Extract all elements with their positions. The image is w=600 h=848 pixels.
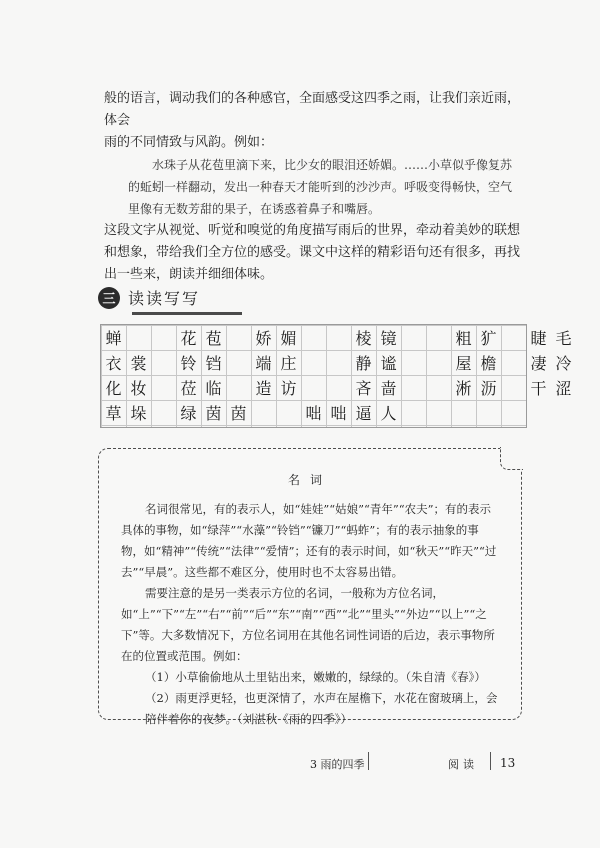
note-paragraph-2: 需要注意的是另一类表示方位的名词，一般称为方位名词，如“上”“下”“左”“右”“前”“后”“东”“南”“西”“北”“里头”“外边”“以上”“之下”等。大多数情况下，方位名词用在其他名词性词语的后边，表示事物所在的位置或范围。例如： (121, 586, 495, 663)
footer-divider (368, 752, 369, 770)
grid-char: 端 (255, 354, 272, 373)
grid-char: 茵 (230, 404, 247, 423)
grid-char: 粗 (455, 329, 472, 348)
intro-explanation: 这段文字从视觉、听觉和嗅觉的角度描写雨后的世界，牵动着美妙的联想和想象，带给我们全方位的感受。课文中这样的精彩语句还有很多，再找出一些来，朗读并细细体味。 (104, 223, 521, 282)
section-title: 读读写写 (128, 289, 201, 308)
note-example-1: （1）小草偷偷地从土里钻出来，嫩嫩的，绿绿的。（朱自清《春》） (145, 670, 486, 684)
grid-char: 静 (355, 354, 372, 373)
grid-char: 棱 (355, 329, 372, 348)
footer-section: 阅读 (448, 758, 478, 771)
page-number: 13 (500, 756, 516, 770)
word-grid-row (101, 325, 572, 350)
grid-char: 檐 (480, 354, 497, 373)
grammar-note-box (98, 448, 522, 726)
note-example-2: （2）雨更浮更轻，也更深情了，水声在屋檐下，水花在窗玻璃上，会陪伴着你的夜梦。（刘湛秋《雨的四季》） (145, 691, 498, 726)
word-grid (100, 324, 572, 428)
grid-char: 花 (180, 329, 197, 348)
grid-char: 屋 (455, 354, 472, 373)
grid-char: 茵 (205, 404, 222, 423)
grid-char: 造 (255, 379, 272, 398)
grid-char: 冷 (555, 354, 572, 373)
folded-corner (500, 447, 523, 470)
section-header (98, 286, 200, 309)
grid-char: 咄 (330, 404, 347, 423)
grid-char: 访 (280, 379, 297, 398)
grid-char: 莅 (180, 379, 197, 398)
grid-char: 毛 (555, 329, 572, 348)
grid-char: 犷 (480, 329, 497, 348)
note-title: 名词 (287, 473, 332, 487)
grid-char: 裳 (130, 354, 147, 373)
intro-text (104, 88, 522, 286)
footer-divider (490, 752, 491, 770)
example-quote: 水珠子从花苞里滴下来，比少女的眼泪还娇媚。……小草似乎像复苏的蚯蚓一样翻动，发出一种春天才能听到的沙沙声。呼吸变得畅快，空气里像有无数芳甜的果子，在诱惑着鼻子和嘴唇。 (128, 158, 513, 216)
grid-char: 庄 (280, 354, 297, 373)
grid-char: 媚 (280, 329, 297, 348)
grid-char: 临 (205, 379, 222, 398)
grid-char: 蝉 (105, 329, 122, 348)
grid-char: 绿 (180, 404, 197, 423)
grid-char: 沥 (480, 379, 497, 398)
grid-char: 苞 (205, 329, 222, 348)
grid-char: 草 (105, 404, 122, 423)
grid-char: 妆 (130, 379, 147, 398)
grid-char: 化 (105, 379, 122, 398)
word-grid-row (101, 400, 526, 425)
grid-char: 逼 (355, 404, 372, 423)
grid-char: 镜 (380, 329, 397, 348)
intro-line-2: 雨的不同情致与风韵。例如： (104, 135, 274, 150)
grid-char: 淅 (455, 379, 472, 398)
section-number-badge: 三 (98, 287, 120, 309)
word-grid-row (101, 375, 572, 400)
grid-char: 垛 (130, 404, 147, 423)
grid-char (126, 325, 151, 350)
grid-char: 干 (530, 379, 547, 398)
grid-char: 吝 (355, 379, 372, 398)
page-footer (0, 756, 600, 776)
grid-char: 睫 (530, 329, 547, 348)
grid-char: 铛 (205, 354, 222, 373)
note-body (121, 499, 499, 730)
footer-chapter: 3 雨的四季 (310, 758, 365, 771)
intro-line-1: 般的语言，调动我们的各种感官，全面感受这四季之雨，让我们亲近雨，体会 (104, 91, 521, 128)
section-underline (132, 312, 242, 315)
grid-char: 涩 (555, 379, 572, 398)
grid-char: 娇 (255, 329, 272, 348)
grid-char: 咄 (305, 404, 322, 423)
grid-char: 人 (380, 404, 397, 423)
grid-char: 衣 (105, 354, 122, 373)
grid-char: 谧 (380, 354, 397, 373)
note-paragraph-1: 名词很常见，有的表示人，如“娃娃”“姑娘”“青年”“农夫”；有的表示具体的事物，如“绿萍”“水藻”“铃铛”“镰刀”“蚂蚱”；有的表示抽象的事物，如“精神”“传统”“法律”“爱情”；还有的表示时间，如“秋天”“昨天”“过去”“早晨”。这些都不难区分，使用时也不太容易出错。 (121, 502, 497, 579)
grid-char: 凄 (530, 354, 547, 373)
word-grid-row (101, 350, 572, 375)
grid-char: 铃 (180, 354, 197, 373)
grid-char: 啬 (380, 379, 397, 398)
